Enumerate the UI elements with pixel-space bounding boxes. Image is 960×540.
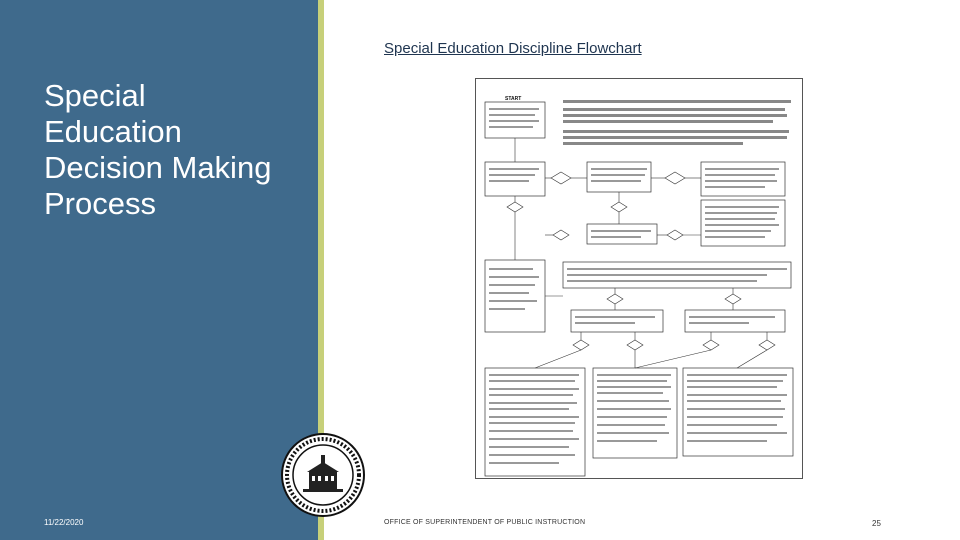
- title-line: Education: [44, 114, 182, 149]
- page-number: 25: [872, 519, 881, 528]
- start-label: START: [505, 96, 522, 102]
- title-line: Decision Making: [44, 150, 272, 185]
- flowchart-link[interactable]: Special Education Discipline Flowchart: [384, 40, 642, 57]
- title-line: Special: [44, 78, 146, 113]
- discipline-flowchart-image: [475, 78, 803, 479]
- slide-title: [44, 78, 314, 222]
- slide-date: 11/22/2020: [44, 518, 84, 527]
- title-line: Process: [44, 186, 156, 221]
- superintendent-seal-icon: [281, 433, 365, 517]
- footer-office-name: OFFICE OF SUPERINTENDENT OF PUBLIC INSTRUCTION: [384, 519, 586, 526]
